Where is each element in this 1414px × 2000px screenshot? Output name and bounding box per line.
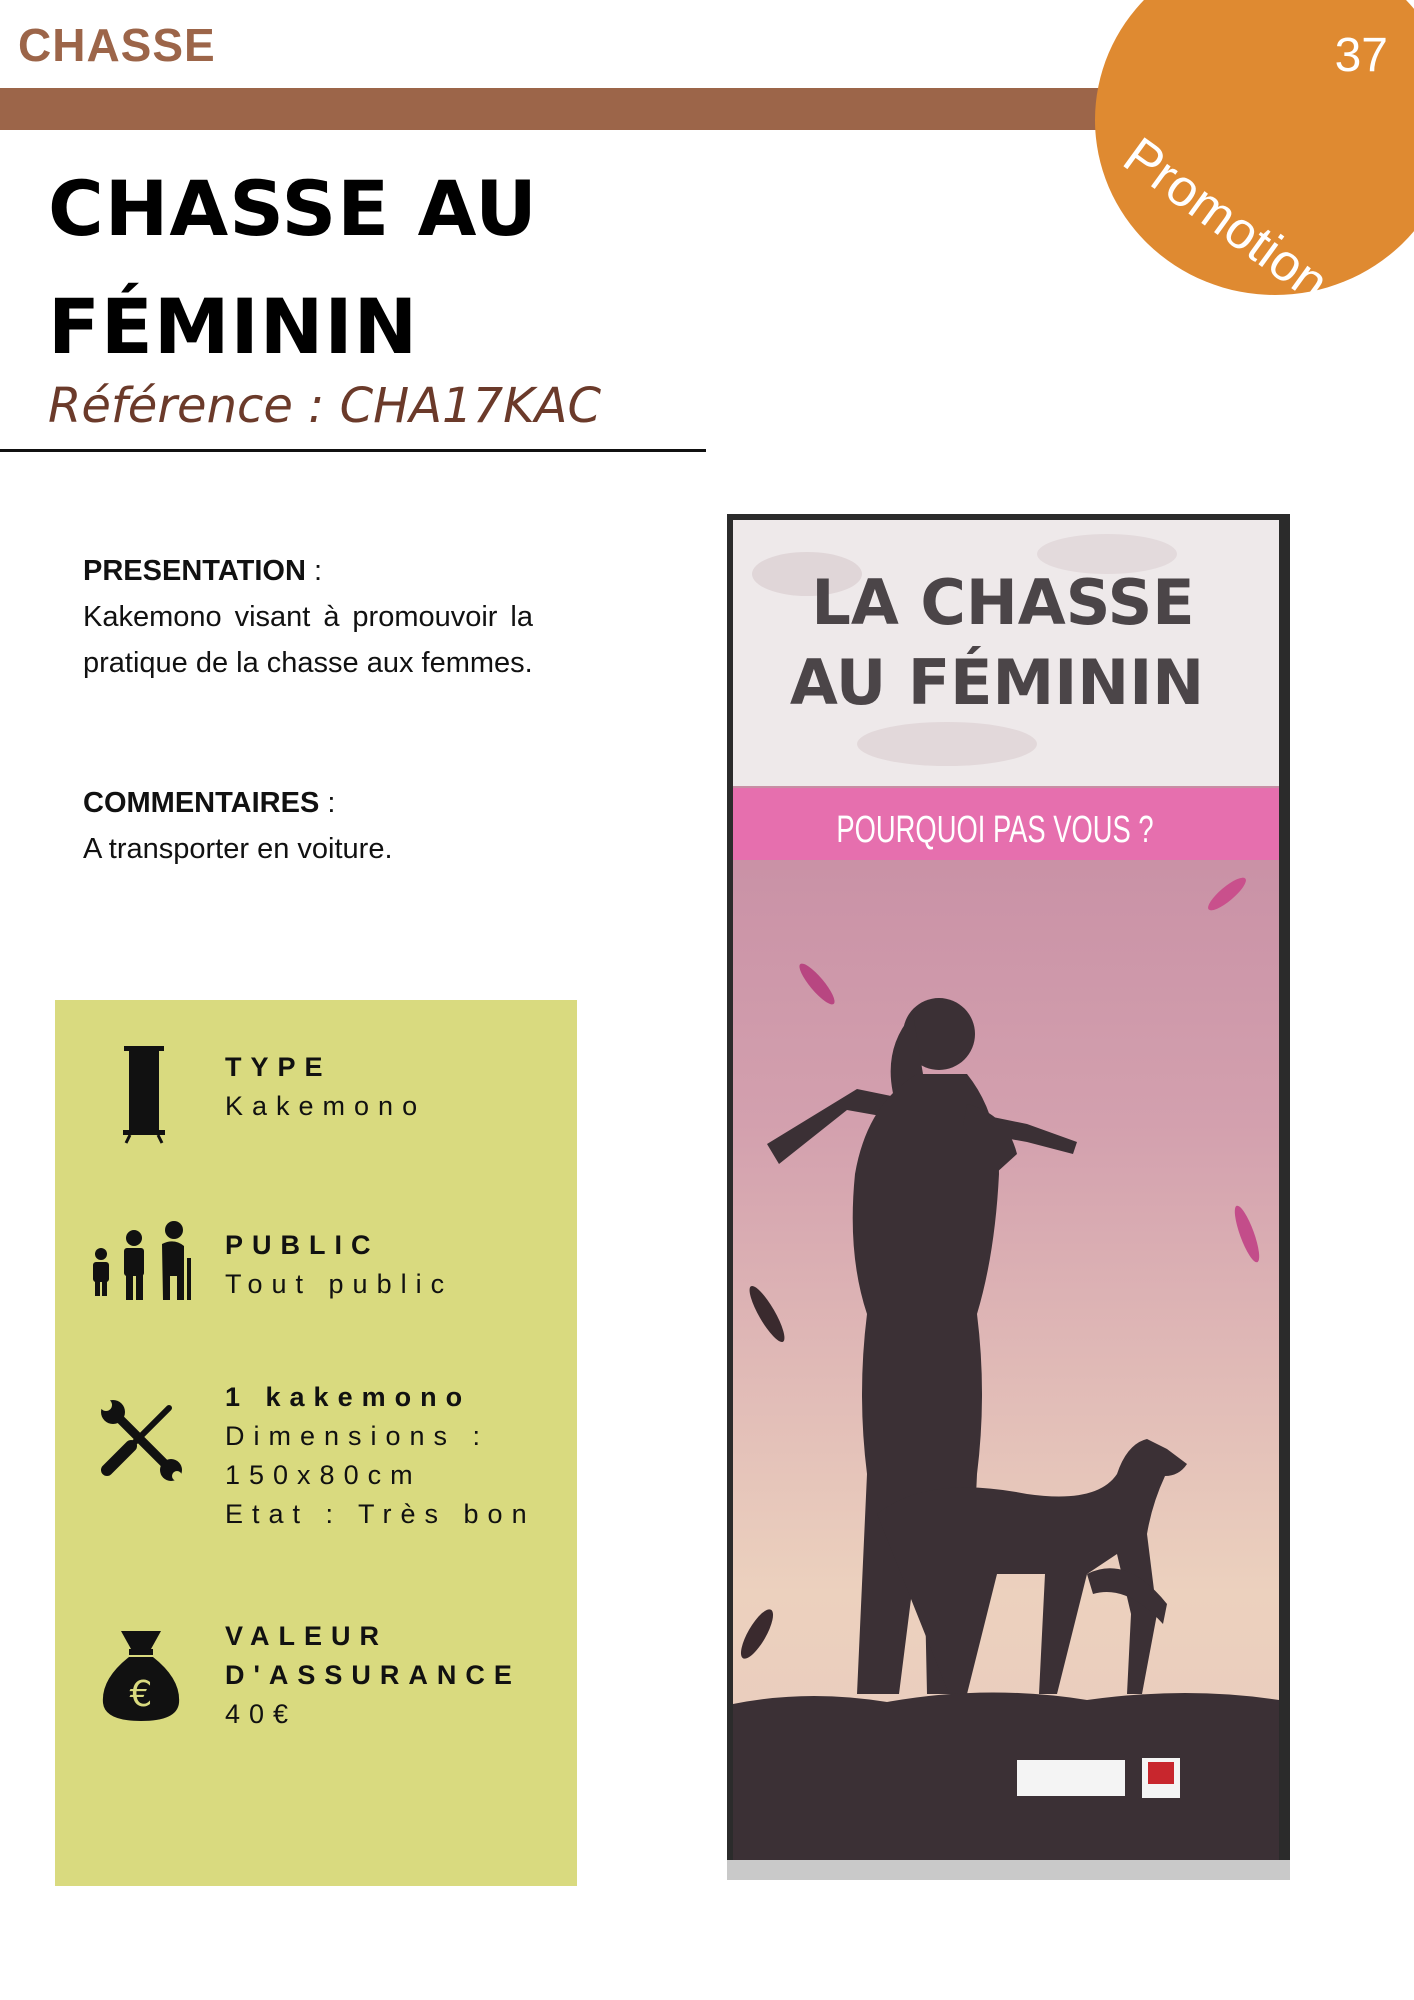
title-line-1: CHASSE AU	[48, 164, 538, 253]
valeur-value: 40€	[225, 1699, 298, 1729]
type-value: Kakemono	[225, 1091, 427, 1121]
info-public-text	[225, 1226, 453, 1304]
type-heading: TYPE	[225, 1052, 332, 1082]
public-heading: PUBLIC	[225, 1230, 380, 1260]
valeur-heading-2: D'ASSURANCE	[225, 1660, 521, 1690]
commentaires-section	[83, 780, 533, 872]
details-dimensions-value: 150x80cm	[225, 1460, 422, 1490]
info-panel	[55, 1000, 577, 1886]
reference-divider	[0, 449, 706, 452]
header-bar	[0, 88, 1100, 130]
reference-code: Référence : CHA17KAC	[48, 378, 601, 434]
details-heading: 1 kakemono	[225, 1382, 472, 1412]
commentaires-separator: :	[319, 787, 336, 819]
info-type-text	[225, 1048, 426, 1126]
money-bag-icon	[99, 1627, 183, 1723]
kakemono-icon	[120, 1046, 168, 1144]
details-state: Etat : Très bon	[225, 1499, 536, 1529]
presentation-label: PRESENTATION	[83, 555, 306, 587]
commentaires-label: COMMENTAIRES	[83, 787, 320, 819]
banner-title-line-2: AU FÉMININ	[789, 646, 1205, 719]
page-title	[48, 150, 688, 386]
svg-text:€: €	[129, 1674, 153, 1715]
banner-tagline: POURQUOI PAS VOUS ?	[836, 808, 1154, 852]
info-valeur-text	[225, 1617, 521, 1734]
banner-title-line-1: LA CHASSE	[811, 566, 1195, 639]
family-icon	[89, 1220, 193, 1302]
kakemono-photo	[727, 514, 1290, 1880]
page-number: 37	[1334, 29, 1388, 82]
details-dimensions-label: Dimensions :	[225, 1421, 490, 1451]
presentation-text: Kakemono visant à promouvoir la pratique de la chasse aux femmes.	[83, 601, 533, 679]
title-line-2: FÉMININ	[48, 282, 419, 371]
presentation-section	[83, 548, 533, 686]
commentaires-text: A transporter en voiture.	[83, 833, 393, 865]
presentation-separator: :	[305, 555, 323, 587]
info-details-text	[225, 1378, 536, 1534]
promotion-label: Promotion	[1112, 126, 1339, 313]
public-value: Tout public	[225, 1269, 454, 1299]
valeur-heading-1: VALEUR	[225, 1621, 389, 1651]
section-label: CHASSE	[18, 19, 216, 71]
tools-icon	[99, 1398, 183, 1482]
